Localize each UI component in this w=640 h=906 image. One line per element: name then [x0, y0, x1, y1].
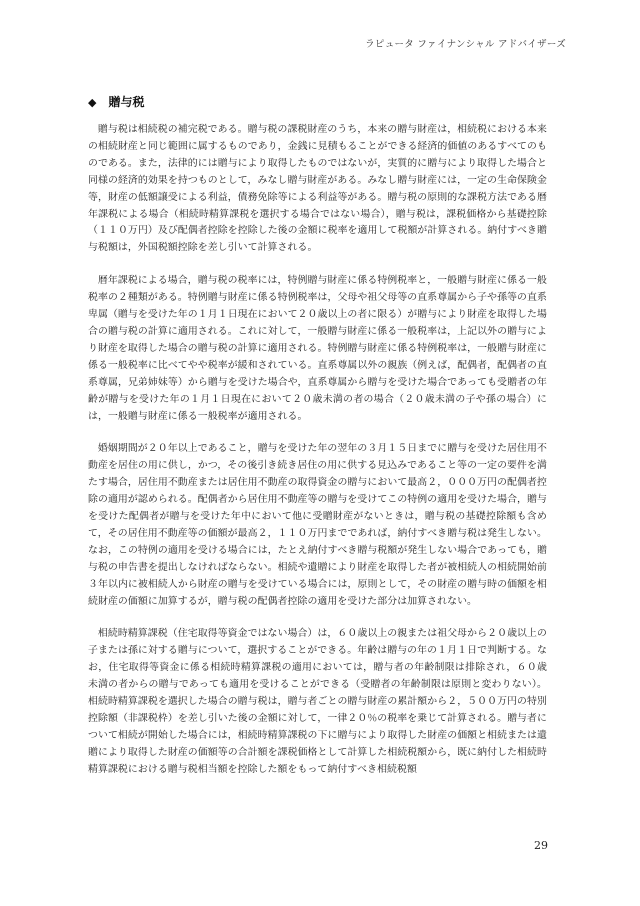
paragraph-4: 相続時精算課税（住宅取得等資金ではない場合）は，６０歳以上の親または祖父母から２０歳以上の子または孫に対する贈与について，選択することができる。年齢は贈与の年の１月１日で判断する。なお，住宅取得等資金に係る相続時精算課税の適用においては，贈与者の年齢制限は排除され，６０歳未満の者からの贈与であっても適用を受けることができる（受贈者の年齢制限は原則と変わりない）。相続時精算課税を選択した場合の贈与税は，贈与者ごとの贈与財産の累計額から２，５００万円の特別控除額（非課税枠）を差し引いた後の金額に対して，一律２０％の税率を乗じて計算される。贈与者について相続が開始した場合には，相続時精算課税の下に贈与により取得した財産の価額と相続または遺贈により取得した財産の価額等の合計額を課税価格として計算した相続税額から，既に納付した相続時精算課税における贈与税相当額を控除した額をもって納付すべき相続税額 [88, 628, 547, 775]
page-number: 29 [534, 839, 548, 852]
section-title-text: 贈与税 [108, 95, 145, 109]
diamond-bullet-icon: ◆ [88, 96, 97, 109]
paragraph-3: 婚姻期間が２０年以上であること，贈与を受けた年の翌年の３月１５日までに贈与を受けた居住用不動産を居住の用に供し，かつ，その後引き続き居住の用に供する見込みであること等の一定の要件を満たす場合，居住用不動産または居住用不動産の取得資金の贈与において最高２，０００万円の配偶者控除の適用が認められる。配偶者から居住用不動産等の贈与を受けてこの特例の適用を受けた場合，贈与を受けた配偶者が贈与を受けた年中において他に受贈財産がないときは，贈与税の基礎控除額も含めて，その居住用不動産等の価額が最高２，１１０万円までであれば，納付すべき贈与税は発生しない。なお，この特例の適用を受ける場合には，たとえ納付すべき贈与税額が発生しない場合であっても，贈与税の申告書を提出しなければならない。相続や遺贈により財産を取得した者が被相続人の相続開始前３年以内に被相続人から財産の贈与を受けている場合には，原則として，その財産の贈与時の価額を相続財産の価額に加算するが，贈与税の配偶者控除の適用を受けた部分は加算されない。 [88, 443, 547, 607]
paragraph-1: 贈与税は相続税の補完税である。贈与税の課税財産のうち，本来の贈与財産は，相続税における本来の相続財産と同じ範囲に属するものであり，金銭に見積もることができる経済的価値のあるすべてのものである。また，法律的には贈与により取得したものではないが，実質的に贈与により取得した場合と同様の経済的効果を持つものとして，みなし贈与財産がある。みなし贈与財産には，一定の生命保険金等，財産の低額譲受による利益，債務免除等による利益等がある。贈与税の原則的な課税方法である暦年課税による場合（相続時精算課税を選択する場合ではない場合），贈与税は，課税価格から基礎控除（１１０万円）及び配偶者控除を控除した後の金額に税率を適用して税額が計算される。納付すべき贈与税額は，外国税額控除を差し引いて計算される。 [88, 124, 547, 254]
paragraph-2: 暦年課税による場合，贈与税の税率には，特例贈与財産に係る特例税率と，一般贈与財産に係る一般税率の２種類がある。特例贈与財産に係る特例税率は，父母や祖父母等の直系尊属から子や孫等の直系卑属（贈与を受けた年の１月１日現在において２０歳以上の者に限る）が贈与により財産を取得した場合の贈与税の計算に適用される。これに対して，一般贈与財産に係る一般税率は，上記以外の贈与により財産を取得した場合の贈与税の計算に適用される。特例贈与財産に係る特例税率は，一般贈与財産に係る一般税率に比べてやや税率が緩和されている。直系尊属以外の親族（例えば，配偶者，配偶者の直系尊属，兄弟姉妹等）から贈与を受けた場合や，直系尊属から贈与を受けた場合であっても受贈者の年齢が贈与を受けた年の１月１日現在において２０歳未満の者の場合（２０歳未満の子や孫の場合）には，一般贈与財産に係る一般税率が適用される。 [88, 275, 547, 422]
document-body [88, 122, 547, 795]
document-header: ラピュータ ファイナンシャル アドバイザーズ [365, 39, 566, 50]
section-heading [88, 93, 144, 110]
